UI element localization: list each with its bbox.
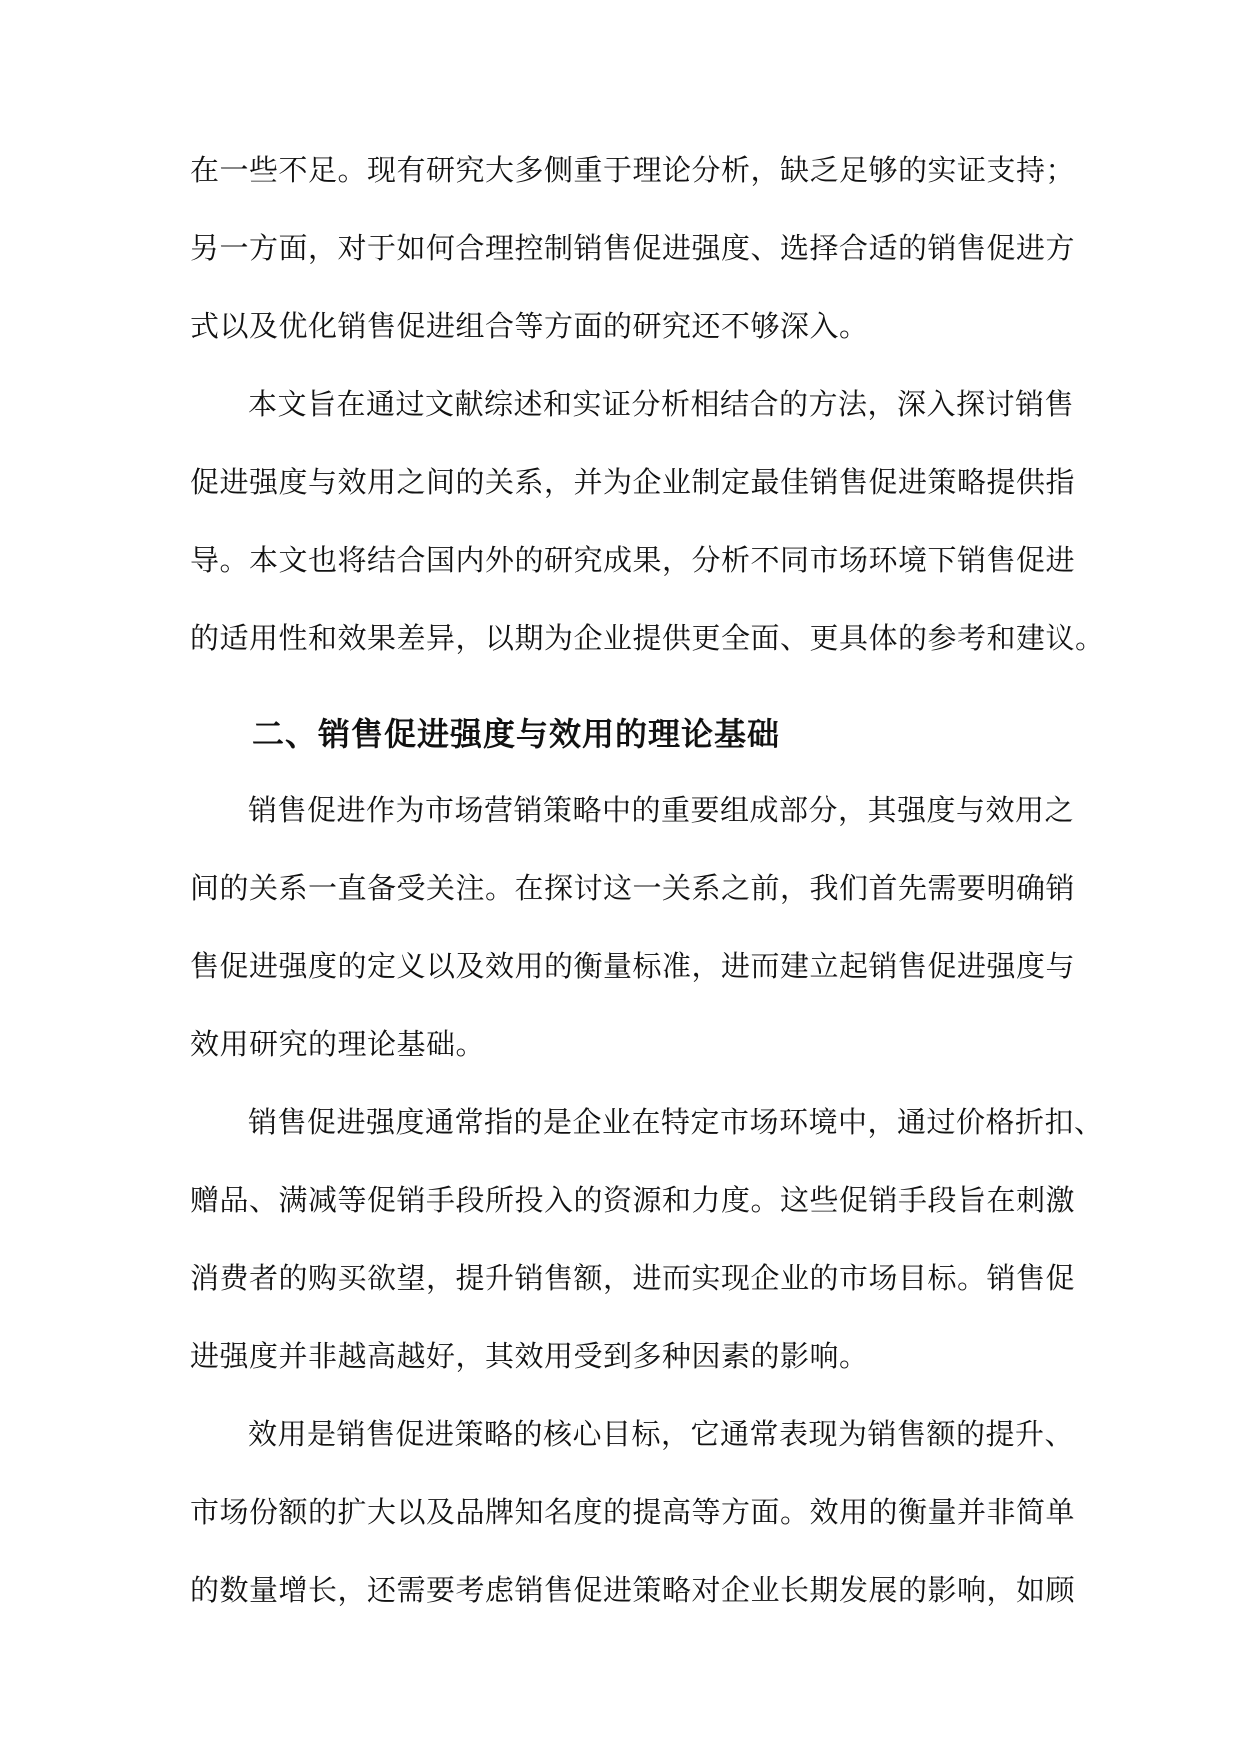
paragraph-3-line-1: 销售促进作为市场营销策略中的重要组成部分，其强度与效用之	[248, 793, 1075, 827]
paragraph-3-line-4: 效用研究的理论基础。	[190, 1027, 486, 1061]
paragraph-2-line-1: 本文旨在通过文献综述和实证分析相结合的方法，深入探讨销售	[248, 387, 1075, 421]
paragraph-1-line-2: 另一方面，对于如何合理控制销售促进强度、选择合适的销售促进方	[190, 231, 1076, 265]
paragraph-4-line-4: 进强度并非越高越好，其效用受到多种因素的影响。	[190, 1339, 869, 1373]
paragraph-5-line-3: 的数量增长，还需要考虑销售促进策略对企业长期发展的影响，如顾	[190, 1573, 1076, 1607]
paragraph-4-line-3: 消费者的购买欲望，提升销售额，进而实现企业的市场目标。销售促	[190, 1261, 1076, 1295]
paragraph-2-line-3: 导。本文也将结合国内外的研究成果，分析不同市场环境下销售促进	[190, 543, 1076, 577]
paragraph-1-line-1: 在一些不足。现有研究大多侧重于理论分析，缺乏足够的实证支持；	[190, 153, 1076, 187]
paragraph-5-line-1: 效用是销售促进策略的核心目标，它通常表现为销售额的提升、	[248, 1417, 1075, 1451]
paragraph-5-line-2: 市场份额的扩大以及品牌知名度的提高等方面。效用的衡量并非简单	[190, 1495, 1076, 1529]
paragraph-1-line-3: 式以及优化销售促进组合等方面的研究还不够深入。	[190, 309, 869, 343]
paragraph-4-line-1: 销售促进强度通常指的是企业在特定市场环境中，通过价格折扣、	[248, 1105, 1104, 1139]
paragraph-2-line-4: 的适用性和效果差异，以期为企业提供更全面、更具体的参考和建议。	[190, 621, 1105, 655]
paragraph-3-line-2: 间的关系一直备受关注。在探讨这一关系之前，我们首先需要明确销	[190, 871, 1076, 905]
paragraph-2-line-2: 促进强度与效用之间的关系，并为企业制定最佳销售促进策略提供指	[190, 465, 1076, 499]
paragraph-3-line-3: 售促进强度的定义以及效用的衡量标准，进而建立起销售促进强度与	[190, 949, 1076, 983]
section-heading: 二、销售促进强度与效用的理论基础	[252, 715, 781, 753]
paragraph-4-line-2: 赠品、满减等促销手段所投入的资源和力度。这些促销手段旨在刺激	[190, 1183, 1076, 1217]
